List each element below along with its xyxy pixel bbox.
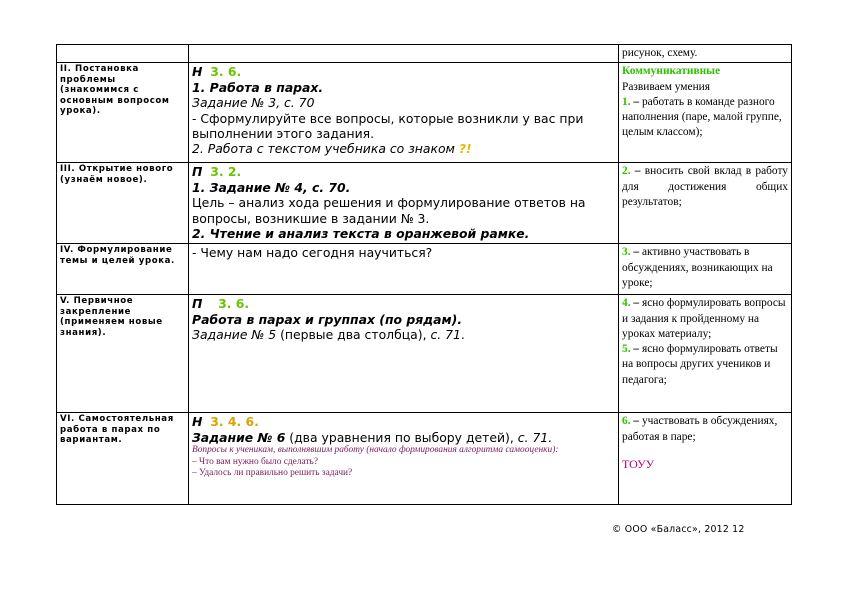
skill-item: 1. – работать в команде разного наполнения (паре, малой группе, целым классом); (622, 95, 782, 139)
stage-cell (57, 244, 189, 295)
skill-item: 2. – вносить свой вклад в работу для достижения общих результатов; (622, 165, 788, 208)
skill-item: 4. – ясно формулировать вопросы и задания к пройденному на уроках материалу; (622, 297, 786, 340)
question-item: – Что вам нужно было сделать? (192, 456, 318, 467)
skills-cell (619, 413, 792, 505)
skills-text: рисунок, схему. (622, 47, 698, 59)
activity-code: Н 3. 6. (192, 64, 242, 80)
stage-cell (57, 413, 189, 505)
stage-cell (57, 163, 189, 244)
task-text: - Сформулируйте все вопросы, которые возникли у вас при выполнении этого задания. (192, 110, 584, 141)
question-exclamation-icon: ?! (458, 141, 472, 157)
toyu-label: ТОУУ (622, 456, 655, 471)
activity-code: П 3. 6. (192, 296, 250, 312)
activity-heading: Работа в парах и группах (по рядам). (192, 311, 463, 327)
skills-category: Коммуникативные (622, 65, 721, 78)
skill-item: 6. – участвовать в обсуждениях, работая в паре; (622, 415, 778, 443)
skills-cell (619, 244, 792, 295)
task-text: - Чему нам надо сегодня научиться? (192, 245, 433, 261)
table-row (57, 63, 792, 163)
content-cell (189, 295, 619, 413)
skills-cell (619, 295, 792, 413)
skills-cell (619, 63, 792, 163)
task-item-2: 2. Работа с текстом учебника со знаком ?! (192, 141, 472, 157)
activity-code: Н 3. 4. 6. (192, 414, 259, 430)
table-row (57, 413, 792, 505)
task-reference: Задание № 3, с. 70 (192, 95, 315, 111)
skill-item: 3. – активно участвовать в обсуждениях, возникающих на уроке; (622, 246, 773, 289)
stage-label: III. Открытие нового (узнаём новое). (60, 164, 174, 185)
content-cell (189, 63, 619, 163)
stage-label: V. Первичное закрепление (применяем новые знания). (60, 296, 163, 338)
skills-cell (619, 45, 792, 63)
stage-cell (57, 45, 189, 63)
stage-cell (57, 63, 189, 163)
activity-code: П 3. 2. (192, 164, 242, 180)
table-row (57, 45, 792, 63)
content-cell (189, 45, 619, 63)
content-cell (189, 163, 619, 244)
table-row (57, 163, 792, 244)
self-assessment-note: Вопросы к ученикам, выполнявшим работу (начало формирования алгоритма самооценки): (192, 445, 559, 456)
stage-label: II. Постановка проблемы (знакомимся с основным вопросом урока). (60, 64, 170, 116)
lesson-plan-table (56, 44, 792, 505)
table-row (57, 295, 792, 413)
stage-label: IV. Формулирование темы и целей урока. (60, 245, 175, 266)
task-reference: Задание № 6 (два уравнения по выбору детей), с. 71. (192, 429, 553, 445)
content-cell (189, 413, 619, 505)
task-text: Цель – анализ хода решения и формулирование ответов на вопросы, возникшие в задании № 3. (192, 195, 586, 226)
task-reference: Задание № 5 (первые два столбца), с. 71. (192, 327, 465, 343)
stage-cell (57, 295, 189, 413)
table-row (57, 244, 792, 295)
activity-heading: 1. Работа в парах. (192, 79, 324, 95)
skills-subtitle: Развиваем умения (622, 80, 710, 93)
skill-item: 5. – ясно формулировать ответы на вопросы других учеников и педагога; (622, 343, 778, 386)
stage-label: VI. Самостоятельная работа в парах по вариантам. (60, 414, 174, 446)
copyright-footer: © ООО «Баласс», 2012 12 (612, 524, 745, 535)
content-cell (189, 244, 619, 295)
task-item-2: 2. Чтение и анализ текста в оранжевой рамке. (192, 225, 530, 241)
skills-cell (619, 163, 792, 244)
question-item: – Удалось ли правильно решить задачи? (192, 467, 353, 478)
task-reference: 1. Задание № 4, с. 70. (192, 179, 351, 195)
